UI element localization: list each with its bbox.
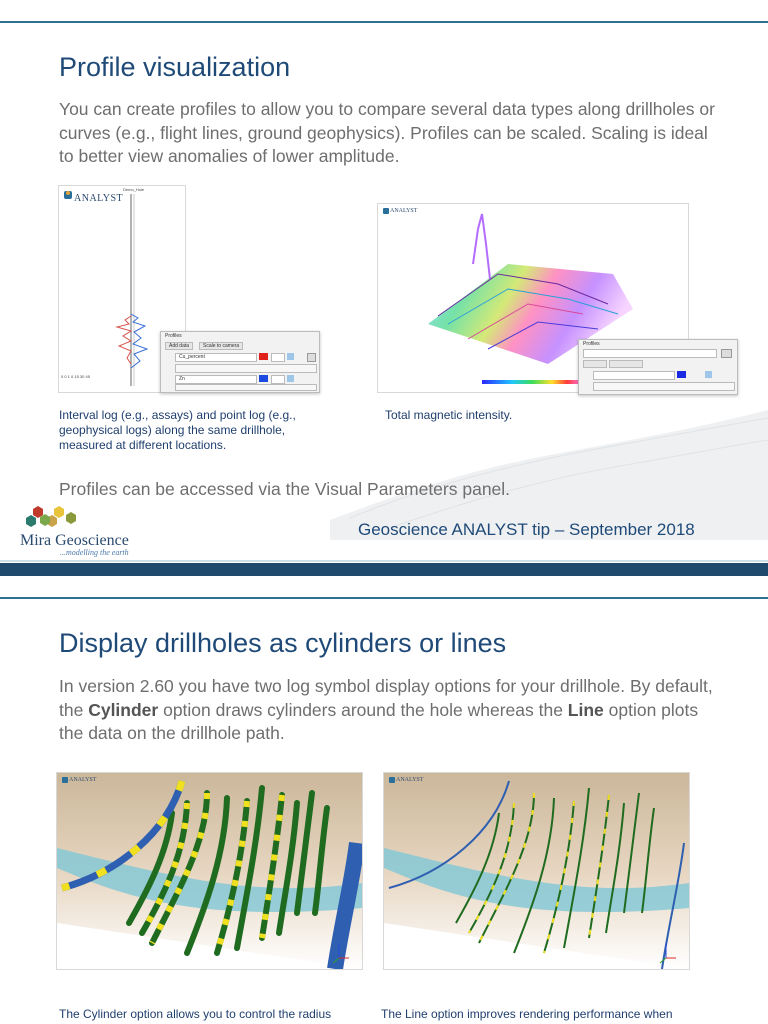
slide2-intro-part1: In version 2.60 you have two log symbol display options for your drillhole. By default, the [59, 676, 713, 720]
slide2-title: Display drillholes as cylinders or lines [59, 628, 507, 658]
row2-width-field[interactable] [271, 375, 285, 384]
add-data-button[interactable]: Add data [165, 342, 193, 350]
profile-row1-params[interactable] [175, 364, 317, 373]
row1-settings-icon[interactable] [287, 353, 294, 360]
row2-settings-icon[interactable] [287, 375, 294, 382]
profile-row2-value: Zn [179, 376, 185, 382]
cylinder-caption: The Cylinder option allows you to control the radius [59, 1007, 332, 1021]
line-render [384, 773, 689, 969]
cylinder-render-figure [56, 772, 363, 970]
fig2-caption: Total magnetic intensity. [385, 408, 513, 422]
profiles-panel-1-title: Profiles [165, 333, 182, 339]
row1-color-swatch[interactable] [259, 353, 268, 360]
profile-row2-params[interactable] [175, 384, 317, 391]
svg-text:Demo_Hole: Demo_Hole [123, 187, 145, 192]
fig1-caption: Interval log (e.g., assays) and point log (e.g., geophysical logs) along the same drillhole, measured at different locations. [59, 408, 296, 452]
slide2-intro [59, 675, 719, 746]
slide2-top-rule [0, 597, 768, 599]
row1-width-field[interactable] [271, 353, 285, 362]
profile-row2-select[interactable] [175, 375, 257, 384]
terrain-watermark [330, 400, 768, 540]
scale-to-camera-button[interactable]: Scale to camera [199, 342, 243, 350]
profile2-row1-params[interactable] [593, 382, 735, 391]
tip-label: Geoscience ANALYST tip – September 2018 [358, 520, 695, 539]
line-keyword: Line [567, 699, 604, 720]
row1-remove-icon[interactable] [307, 353, 316, 362]
profile-row1-select[interactable] [175, 353, 257, 362]
slide1-intro: You can create profiles to allow you to compare several data types along drillholes or curves (e.g., flight lines, ground geophysics). Profiles can be scaled. Scaling is ideal to better view anomalies of lower amplitude. [59, 99, 715, 166]
svg-text:0 0 1 0 15 30 45: 0 0 1 0 15 30 45 [61, 374, 90, 379]
line-render-figure [383, 772, 690, 970]
row2-color-swatch[interactable] [259, 375, 268, 382]
profile2-settings-icon[interactable] [705, 371, 712, 378]
slide2-intro-part2: option draws cylinders around the hole whereas the [158, 699, 568, 720]
profile2-line-select[interactable] [583, 349, 717, 358]
line-caption: The Line option improves rendering performance when [381, 1007, 673, 1021]
mira-logo-hexagons-icon [18, 505, 90, 529]
company-name: Mira Geoscience [20, 532, 129, 549]
slide1-bottom-rule [0, 560, 768, 562]
profiles-panel-2-title: Profiles [583, 341, 600, 347]
slide2-intro-part3: option plots the data on the drillhole path. [59, 699, 699, 743]
profile-row1-value: Cu_percent [179, 354, 205, 360]
cylinder-render [57, 773, 362, 969]
fig2-logo: ANALYST [390, 208, 418, 214]
top-rule [0, 21, 768, 23]
profile2-color-swatch[interactable] [677, 371, 686, 378]
profile2-options-icon[interactable] [721, 349, 732, 358]
fig3-logo: ANALYST [69, 777, 97, 783]
company-tagline: ...modelling the earth [60, 548, 129, 557]
profile2-scale-button[interactable] [609, 360, 643, 368]
fig1-logo: ANALYST [74, 193, 124, 204]
slide1-title: Profile visualization [59, 52, 291, 82]
fig4-logo: ANALYST [396, 777, 424, 783]
slide1-footer-note: Profiles can be accessed via the Visual Parameters panel. [59, 479, 511, 499]
cylinder-keyword: Cylinder [88, 699, 159, 720]
profile2-add-data-button[interactable] [583, 360, 607, 368]
profiles-panel-1[interactable] [160, 331, 320, 393]
profiles-panel-2[interactable] [578, 339, 738, 395]
profile2-row1-select[interactable] [593, 371, 675, 380]
slide-separator [0, 563, 768, 576]
